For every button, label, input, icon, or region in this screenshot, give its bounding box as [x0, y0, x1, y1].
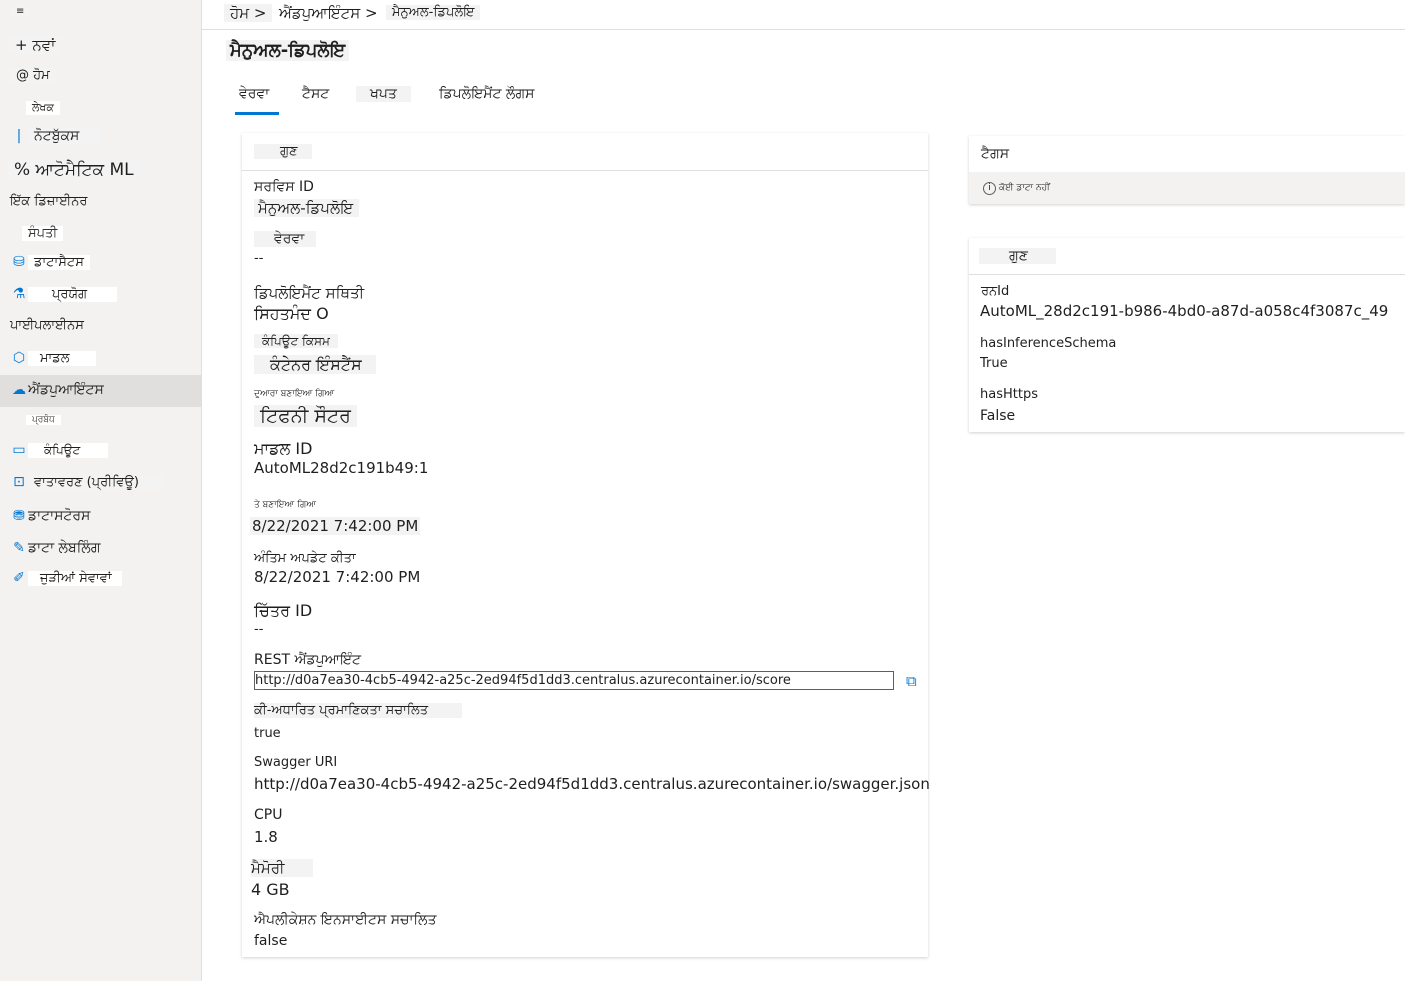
tab-details-label: ਵੇਰਵਾ — [239, 86, 270, 102]
breadcrumb-home[interactable] — [224, 4, 272, 22]
sidebar-item-linked-services[interactable] — [10, 570, 122, 586]
tags-card — [969, 136, 1405, 204]
properties-card — [969, 238, 1405, 432]
image-id-value: -- — [254, 622, 264, 637]
datasets-icon: ⛁ — [13, 254, 25, 270]
deployment-state-value: ਸਿਹਤਮੰਦ O — [254, 304, 329, 323]
tab-consume-label: ਖਪਤ — [356, 86, 411, 102]
section-manage-label: ਪ੍ਰਬੰਧ — [26, 415, 61, 425]
copy-icon[interactable]: ⧉ — [906, 672, 917, 690]
sidebar-item-environments-label: ਵਾਤਾਵਰਣ (ਪ੍ਰੀਵਿਊ) — [28, 475, 163, 490]
image-id-label: ਚਿੱਤਰ ID — [254, 601, 313, 620]
tab-deployment-logs-label: ਡਿਪਲੋਇਮੈਂਟ ਲੌਗਸ — [439, 86, 535, 102]
app-insights-label: ਐਪਲੀਕੇਸ਼ਨ ਇਨਸਾਈਟਸ ਸਚਾਲਿਤ — [254, 912, 437, 928]
sidebar-item-notebooks[interactable] — [10, 128, 101, 144]
sidebar-item-designer[interactable] — [10, 194, 87, 209]
top-bar — [202, 0, 1405, 30]
runid-value: AutoML_28d2c191-b986-4bd0-a87d-a058c4f3087c_49 — [980, 302, 1389, 320]
memory-label — [251, 859, 313, 877]
https-label: hasHttps — [980, 387, 1038, 402]
info-icon: i — [983, 182, 996, 195]
sidebar-item-endpoints-label: ਐਂਡਪੁਆਇੰਟਸ — [28, 382, 104, 398]
tab-test-label: ਟੈਸਟ — [302, 86, 330, 102]
cube-icon: ⬡ — [12, 350, 26, 366]
service-id-value — [254, 199, 359, 217]
notebook-icon: | — [16, 128, 22, 144]
app-insights-value: false — [254, 933, 288, 949]
compute-type-label-text: ਕੰਪਿਊਟ ਕਿਸਮ — [254, 334, 338, 348]
compute-type-label — [254, 334, 338, 349]
database-icon: ⛃ — [13, 508, 25, 524]
sidebar-item-endpoints[interactable] — [10, 382, 104, 398]
compute-type-value — [254, 355, 376, 375]
sidebar-item-models-label: ਮਾਡਲ — [28, 351, 96, 366]
key-auth-label — [254, 703, 462, 718]
section-assets — [22, 226, 63, 241]
created-on-text: 8/22/2021 7:42:00 PM — [252, 517, 419, 535]
hamburger-menu-icon[interactable] — [10, 6, 30, 17]
sidebar — [0, 0, 202, 981]
sidebar-item-pipelines[interactable] — [10, 318, 84, 333]
tab-deployment-logs[interactable] — [439, 86, 534, 102]
properties-card-header — [969, 238, 1405, 275]
sidebar-item-pipelines-label: ਪਾਈਪਲਾਈਨਸ — [10, 318, 84, 333]
breadcrumb-endpoints[interactable] — [279, 4, 378, 22]
created-by-value — [254, 405, 357, 427]
created-by-label: ਦੁਆਰਾ ਬਣਾਇਆ ਗਿਆ — [254, 389, 335, 399]
description-value: -- — [254, 251, 264, 266]
cpu-label: CPU — [254, 807, 283, 823]
tab-consume[interactable] — [356, 86, 411, 102]
description-label-text: ਵੇਰਵਾ — [254, 231, 316, 247]
sidebar-item-datastores-label: ਡਾਟਾਸਟੋਰਸ — [28, 508, 91, 524]
section-author-label: ਲੇਖਕ — [26, 101, 60, 115]
tags-card-header: ਟੈਗਸ — [981, 146, 1010, 162]
cpu-value: 1.8 — [254, 828, 278, 846]
breadcrumb-current-label: ਮੈਨੁਅਲ-ਡਿਪਲੋਇ — [386, 5, 480, 20]
section-author — [26, 101, 60, 115]
attributes-card — [242, 133, 928, 957]
sidebar-item-compute-label: ਕੰਪਿਊਟ — [28, 443, 108, 458]
active-tab-indicator — [235, 112, 279, 115]
sidebar-item-designer-label: ਇੱਕ ਡਿਜ਼ਾਈਨਰ — [10, 194, 88, 209]
sidebar-item-data-labeling-label: ਡਾਟਾ ਲੇਬਲਿੰਗ — [28, 540, 101, 556]
edit-icon: ✎ — [13, 540, 25, 556]
breadcrumb-current — [386, 5, 480, 20]
sidebar-item-experiments[interactable] — [10, 286, 117, 302]
attributes-card-header — [242, 133, 928, 171]
memory-value: 4 GB — [251, 880, 290, 899]
tags-empty-state — [969, 172, 1405, 204]
endpoints-icon: ☁ — [12, 382, 26, 398]
description-label — [254, 231, 316, 247]
sidebar-item-linked-services-label: ਜੁੜੀਆਂ ਸੇਵਾਵਾਂ — [28, 571, 122, 586]
sidebar-item-experiments-label: ਪ੍ਰਯੋਗ — [28, 287, 117, 302]
rest-endpoint-field[interactable]: http://d0a7ea30-4cb5-4942-a25c-2ed94f5d1dd3.centralus.azurecontainer.io/score — [254, 671, 894, 690]
hamburger-glyph: ≡ — [10, 6, 30, 17]
sidebar-item-home[interactable] — [10, 68, 56, 83]
memory-label-text: ਮੈਮੋਰੀ — [251, 859, 313, 877]
last-updated-value: 8/22/2021 7:42:00 PM — [254, 568, 421, 586]
deployment-state-label: ਡਿਪਲੋਇਮੈਂਟ ਸਥਿਤੀ — [254, 284, 365, 302]
new-button-label: + ਨਵਾਂ — [9, 36, 61, 54]
key-auth-label-text: ਕੀ-ਅਧਾਰਿਤ ਪ੍ਰਮਾਣਿਕਤਾ ਸਚਾਲਿਤ — [254, 703, 462, 718]
tab-details[interactable] — [239, 86, 269, 102]
breadcrumb-home-label: ਹੋਮ > — [224, 4, 272, 22]
compute-type-text: ਕੰਟੇਨਰ ਇੰਸਟੈਂਸ — [254, 355, 376, 374]
breadcrumb-endpoints-label: ਐਂਡਪੁਆਇੰਟਸ > — [279, 4, 378, 22]
inference-schema-value: True — [980, 356, 1008, 371]
created-by-text: ਟਿਫਨੀ ਸੌਟਰ — [254, 405, 357, 427]
sidebar-item-datasets[interactable] — [10, 254, 90, 270]
model-id-value: AutoML28d2c191b49:1 — [254, 459, 429, 477]
created-on-label: ਤੇ ਬਣਾਇਆ ਗਿਆ — [254, 500, 317, 510]
sidebar-item-automl[interactable] — [8, 160, 140, 180]
key-auth-value: true — [254, 726, 281, 741]
page-title: ਮੈਨੁਅਲ-ਡਿਪਲੋਇ — [226, 40, 349, 61]
sidebar-item-automl-label: % ਆਟੋਮੈਟਿਕ ML — [8, 160, 140, 180]
sidebar-item-compute[interactable] — [10, 442, 108, 458]
section-manage — [26, 415, 61, 425]
sidebar-item-notebooks-label: ਨੋਟਬੁੱਕਸ — [28, 128, 101, 144]
computer-icon: ▭ — [12, 442, 26, 458]
tab-test[interactable] — [302, 86, 329, 102]
sidebar-item-home-label: @ ਹੋਮ — [10, 68, 56, 83]
sidebar-item-models[interactable] — [10, 350, 96, 366]
rest-endpoint-label: REST ਐਂਡਪੁਆਇੰਟ — [254, 652, 361, 668]
sidebar-item-environments[interactable] — [10, 474, 163, 490]
created-on-value — [250, 517, 420, 535]
attributes-card-title: ਗੁਣ — [254, 144, 312, 159]
https-value: False — [980, 408, 1016, 424]
flask-icon: ⚗ — [12, 286, 26, 302]
link-icon: ✐ — [13, 570, 25, 586]
tags-empty-text: ਕੋਈ ਡਾਟਾ ਨਹੀਂ — [999, 183, 1050, 193]
inference-schema-label: hasInferenceSchema — [980, 336, 1117, 351]
model-id-label: ਮਾਡਲ ID — [254, 439, 313, 458]
swagger-uri-label: Swagger URI — [254, 755, 338, 770]
sidebar-item-datastores[interactable] — [10, 508, 90, 524]
section-assets-label: ਸੰਪਤੀ — [22, 226, 63, 241]
swagger-uri-value: http://d0a7ea30-4cb5-4942-a25c-2ed94f5d1dd3.centralus.azurecontainer.io/swagger.json — [254, 775, 930, 793]
service-id-text: ਮੈਨੁਅਲ-ਡਿਪਲੋਇ — [254, 199, 359, 217]
environment-icon: ⊡ — [13, 474, 25, 490]
service-id-label: ਸਰਵਿਸ ID — [254, 179, 314, 195]
sidebar-item-data-labeling[interactable] — [10, 540, 100, 556]
last-updated-label: ਅੰਤਿਮ ਅਪਡੇਟ ਕੀਤਾ — [254, 551, 356, 566]
new-button[interactable] — [9, 36, 61, 54]
runid-label: ਰਨId — [981, 284, 1010, 299]
sidebar-item-datasets-label: ਡਾਟਾਸੈਟਸ — [28, 255, 90, 270]
properties-card-title: ਗੁਣ — [979, 248, 1056, 264]
